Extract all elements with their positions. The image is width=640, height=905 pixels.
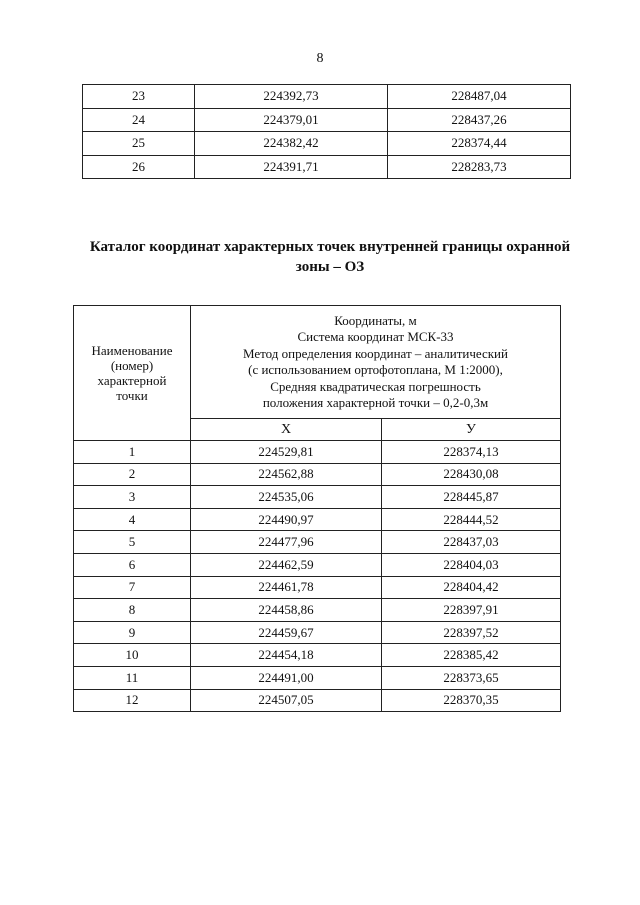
x-coordinate-cell: 224392,73 [195, 85, 388, 109]
coordinates-header [191, 306, 561, 419]
x-coordinate-cell: 224462,59 [191, 553, 382, 576]
x-coordinate-cell: 224458,86 [191, 599, 382, 622]
y-coordinate-cell: 228370,35 [382, 689, 561, 712]
coordinates-header-line: положения характерной точки – 0,2-0,3м [262, 395, 489, 410]
coordinates-header-line: Метод определения координат – аналитический [243, 345, 508, 361]
point-number-cell: 9 [74, 621, 191, 644]
table-row [83, 132, 571, 156]
y-coordinate-cell: 228487,04 [388, 85, 571, 109]
table-row [74, 508, 561, 531]
table-row [74, 576, 561, 599]
point-number-cell: 8 [74, 599, 191, 622]
coordinates-header-line: Средняя квадратическая погрешность [270, 378, 481, 394]
table-row [74, 621, 561, 644]
coordinates-header-line: (с использованием ортофотоплана, М 1:2000), [248, 362, 503, 377]
point-number-cell: 12 [74, 689, 191, 712]
point-number-cell: 7 [74, 576, 191, 599]
x-coordinate-cell: 224391,71 [195, 155, 388, 179]
point-name-header-line: Наименование [91, 343, 173, 358]
y-coordinate-cell: 228374,44 [388, 132, 571, 156]
y-axis-header: У [382, 419, 561, 441]
point-number-cell: 3 [74, 486, 191, 509]
table-header-row [74, 306, 561, 419]
catalog-heading [60, 237, 600, 277]
point-number-cell: 5 [74, 531, 191, 554]
x-coordinate-cell: 224382,42 [195, 132, 388, 156]
table-row [74, 689, 561, 712]
table-row [83, 85, 571, 109]
y-coordinate-cell: 228397,52 [382, 621, 561, 644]
coordinates-table-continued-body [83, 85, 571, 179]
coordinates-header-line: Координаты, м [334, 312, 417, 328]
x-coordinate-cell: 224461,78 [191, 576, 382, 599]
x-coordinate-cell: 224459,67 [191, 621, 382, 644]
point-number-cell: 26 [83, 155, 195, 179]
point-name-header-line: (номер) [110, 358, 154, 373]
coordinates-catalog-table [73, 305, 561, 712]
y-coordinate-cell: 228444,52 [382, 508, 561, 531]
y-coordinate-cell: 228397,91 [382, 599, 561, 622]
point-number-cell: 23 [83, 85, 195, 109]
y-coordinate-cell: 228445,87 [382, 486, 561, 509]
table-row [83, 108, 571, 132]
y-coordinate-cell: 228430,08 [382, 463, 561, 486]
table-row [74, 666, 561, 689]
point-number-cell: 11 [74, 666, 191, 689]
y-coordinate-cell: 228437,26 [388, 108, 571, 132]
y-coordinate-cell: 228437,03 [382, 531, 561, 554]
point-number-cell: 25 [83, 132, 195, 156]
x-coordinate-cell: 224477,96 [191, 531, 382, 554]
catalog-heading-line-2: зоны – ОЗ [295, 259, 365, 275]
y-coordinate-cell: 228404,03 [382, 553, 561, 576]
table-row [74, 644, 561, 667]
coordinates-table-continued [82, 84, 571, 179]
table-row [74, 531, 561, 554]
y-coordinate-cell: 228373,65 [382, 666, 561, 689]
y-coordinate-cell: 228374,13 [382, 441, 561, 464]
y-coordinate-cell: 228385,42 [382, 644, 561, 667]
table-row [74, 441, 561, 464]
table-row [74, 486, 561, 509]
x-coordinate-cell: 224535,06 [191, 486, 382, 509]
coordinates-header-line: Система координат МСК-33 [297, 329, 454, 344]
point-number-cell: 1 [74, 441, 191, 464]
page-number: 8 [316, 51, 324, 66]
point-number-cell: 6 [74, 553, 191, 576]
table-row [74, 599, 561, 622]
table-row [74, 553, 561, 576]
table-row [74, 463, 561, 486]
table-row [83, 155, 571, 179]
point-name-header-line: точки [116, 388, 148, 403]
point-number-cell: 4 [74, 508, 191, 531]
x-coordinate-cell: 224454,18 [191, 644, 382, 667]
point-name-header [74, 306, 191, 441]
point-number-cell: 10 [74, 644, 191, 667]
catalog-heading-line-1: Каталог координат характерных точек внутренней границы охранной [89, 239, 571, 255]
x-coordinate-cell: 224529,81 [191, 441, 382, 464]
x-coordinate-cell: 224491,00 [191, 666, 382, 689]
x-coordinate-cell: 224507,05 [191, 689, 382, 712]
point-name-header-line: характерной [97, 373, 167, 388]
coordinates-catalog-table-body [74, 306, 561, 712]
x-coordinate-cell: 224562,88 [191, 463, 382, 486]
x-coordinate-cell: 224490,97 [191, 508, 382, 531]
point-number-cell: 2 [74, 463, 191, 486]
x-coordinate-cell: 224379,01 [195, 108, 388, 132]
point-number-cell: 24 [83, 108, 195, 132]
y-coordinate-cell: 228404,42 [382, 576, 561, 599]
y-coordinate-cell: 228283,73 [388, 155, 571, 179]
x-axis-header: X [191, 419, 382, 441]
